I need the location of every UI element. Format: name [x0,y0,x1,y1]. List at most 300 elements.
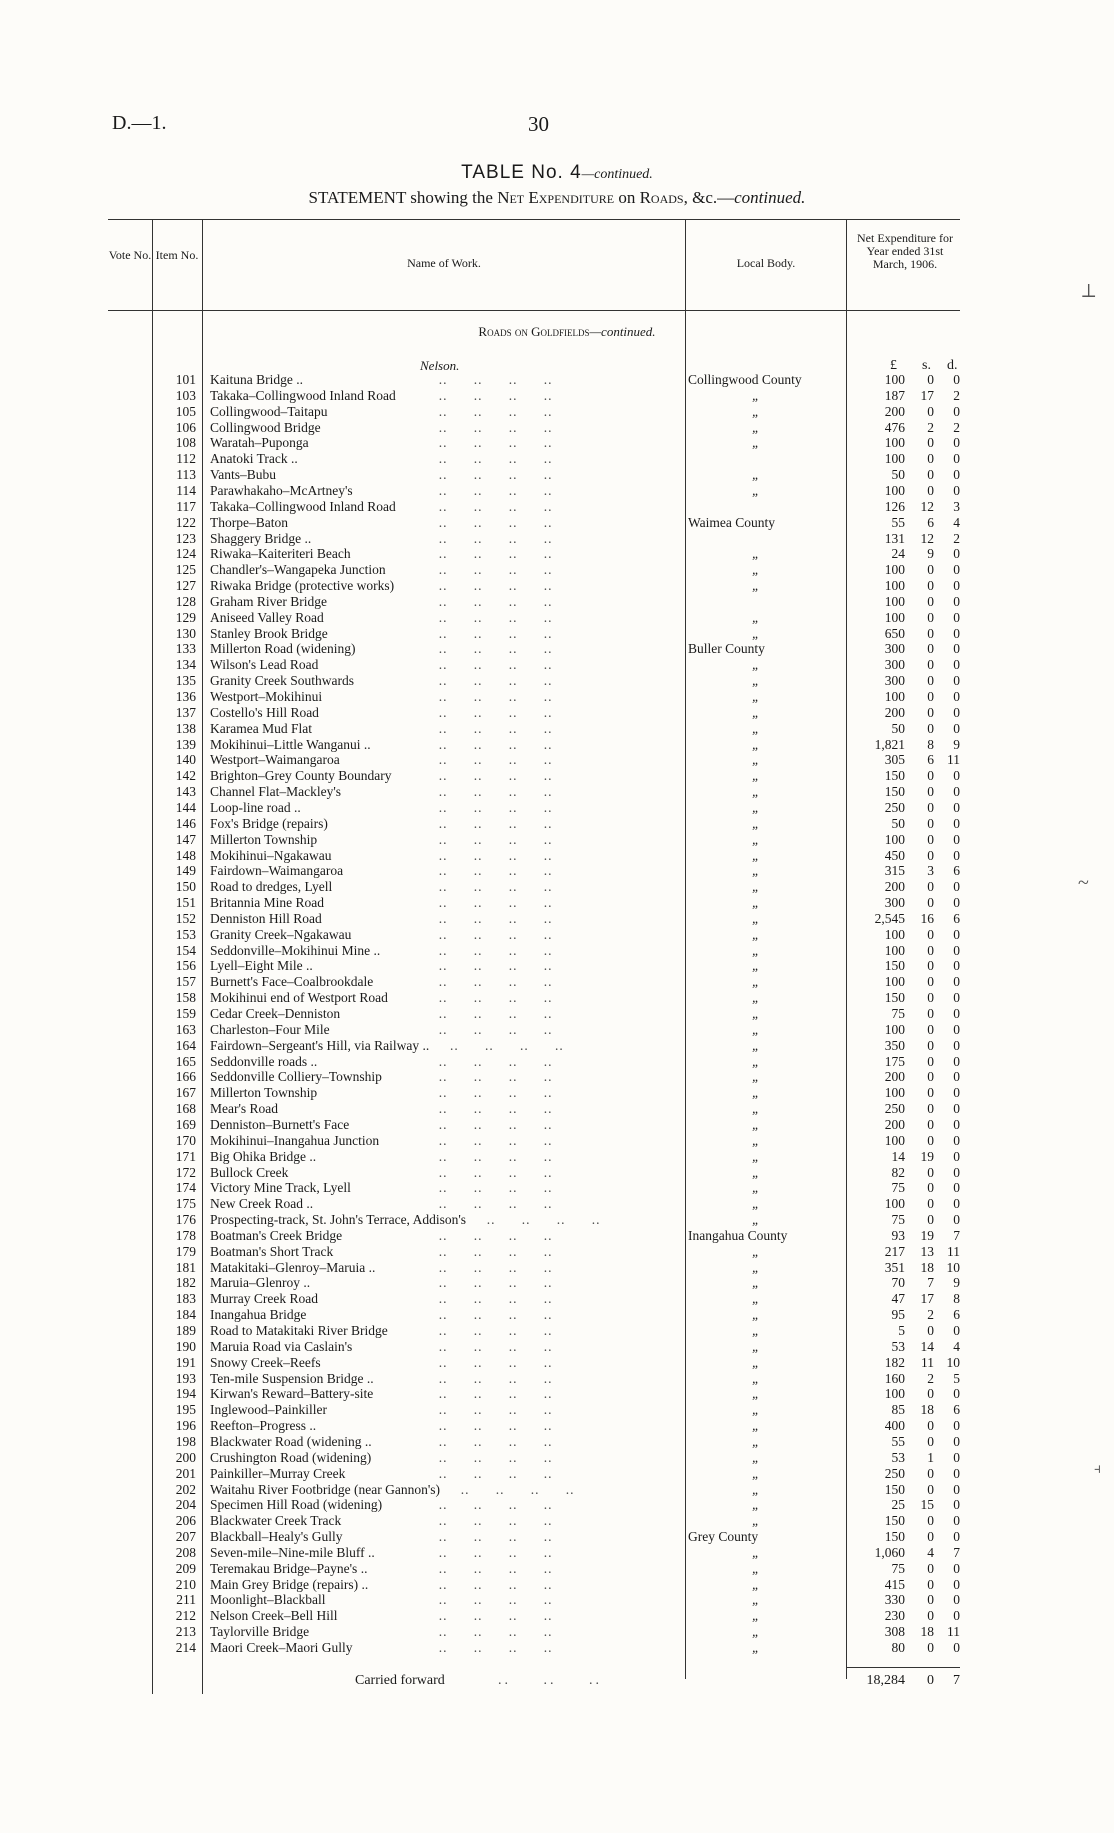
item-number: 166 [175,1069,196,1085]
work-name: Teremakau Bridge–Payne's .. [210,1560,368,1576]
work-name: Mokihinui end of Westport Road [210,990,388,1006]
amount-pence: 0 [953,1560,960,1576]
total-rule [846,1667,960,1668]
item-number: 194 [175,1386,196,1402]
amount-pence: 0 [953,847,960,863]
dot-leader: .. .. .. .. [430,1116,553,1132]
amount-shillings: 6 [927,752,934,768]
local-body: „ [752,974,760,990]
amount-shillings: 8 [927,736,934,752]
item-number: 101 [175,372,196,387]
dot-leader: .. .. .. .. [430,625,553,641]
carried-forward-leader: .. .. .. [498,1673,602,1688]
amount-shillings: 4 [927,1544,934,1560]
work-name: Granity Creek Southwards [210,673,354,689]
item-number: 171 [175,1148,196,1164]
local-body: „ [752,562,760,578]
amount-shillings: 19 [920,1227,934,1243]
table-row [0,467,1114,483]
item-number: 181 [175,1259,196,1275]
item-number: 175 [175,1196,196,1212]
table-row [0,483,1114,499]
work-name: Millerton Township [210,831,318,847]
local-body: „ [752,1354,760,1370]
amount-pence: 7 [953,1544,960,1560]
item-number: 144 [175,799,196,815]
local-body: „ [752,482,760,498]
page-number: 30 [528,112,549,136]
table-row [0,594,1114,610]
table-row [0,943,1114,959]
amount-pence: 0 [953,546,960,562]
dot-leader: .. .. .. .. [430,1433,553,1449]
local-body: „ [752,1608,760,1624]
table-row [0,737,1114,753]
amount-shillings: 2 [927,1370,934,1386]
amount-pounds: 217 [884,1243,905,1259]
amount-shillings: 17 [920,387,934,403]
amount-pence: 0 [953,1212,960,1228]
table-row [0,1577,1114,1593]
item-number: 124 [175,546,196,562]
table-row [0,1402,1114,1418]
work-name: Ten-mile Suspension Bridge .. [210,1370,374,1386]
amount-pounds: 50 [891,720,905,736]
amount-shillings: 0 [927,1006,934,1021]
local-body: „ [752,990,760,1006]
header-item: Item No. [155,248,199,262]
local-body: „ [752,387,760,403]
table-row [0,848,1114,864]
amount-pence: 0 [953,1037,960,1053]
item-number: 114 [176,482,196,498]
amount-pounds: 24 [891,546,905,562]
amount-pence: 0 [953,1116,960,1132]
dot-leader: .. .. .. .. [430,784,553,800]
amount-pence: 2 [953,419,960,435]
amount-pence: 0 [953,1180,960,1196]
amount-pounds: 100 [884,578,905,594]
work-name: Riwaka–Kaiteriteri Beach [210,546,351,562]
amount-pence: 2 [953,387,960,403]
local-body: „ [752,863,760,879]
table-row [0,435,1114,451]
local-body: „ [752,467,760,483]
amount-shillings: 0 [927,1037,934,1053]
local-body: Collingwood County [688,372,802,387]
table-row [0,1022,1114,1038]
local-body: „ [752,1402,760,1418]
amount-shillings: 0 [927,467,934,483]
table-row [0,1592,1114,1608]
item-number: 193 [175,1370,196,1386]
item-number: 172 [175,1164,196,1180]
amount-pounds: 150 [884,784,905,800]
local-body: „ [752,768,760,784]
work-name: Vants–Bubu [210,467,277,483]
table-row [0,1640,1114,1656]
work-name: Karamea Mud Flat [210,720,312,736]
amount-pounds: 1,060 [874,1544,905,1560]
item-number: 163 [175,1021,196,1037]
amount-shillings: 0 [927,1069,934,1085]
table-row [0,1355,1114,1371]
work-name: Britannia Mine Road [210,895,324,911]
table-row [0,911,1114,927]
amount-pounds: 95 [891,1307,905,1323]
amount-pence: 0 [953,1608,960,1624]
statement-heading [0,188,1114,208]
dot-leader: .. .. .. .. [430,657,553,673]
local-body: „ [752,1196,760,1212]
item-number: 112 [176,451,196,467]
amount-pence: 0 [953,1529,960,1545]
work-name: Westport–Mokihinui [210,689,323,704]
amount-pounds: 100 [884,689,905,704]
local-body: „ [752,847,760,863]
statement-roads: Roads [639,188,684,207]
amount-pounds: 200 [884,1116,905,1132]
amount-pounds: 300 [884,657,905,673]
table-row [0,1466,1114,1482]
amount-pounds: 100 [884,1021,905,1037]
amount-pence: 0 [953,435,960,451]
work-name: Crushington Road (widening) [210,1449,372,1465]
local-body: „ [752,1069,760,1085]
amount-shillings: 16 [920,910,934,926]
amount-pounds: 250 [884,799,905,815]
work-name: Graham River Bridge [210,593,327,609]
item-number: 136 [175,689,196,704]
amount-shillings: 2 [927,419,934,435]
work-name: Snowy Creek–Reefs [210,1354,321,1370]
amount-pounds: 308 [884,1624,905,1640]
amount-shillings: 3 [927,863,934,879]
amount-shillings: 0 [927,1640,934,1655]
dot-leader: .. .. .. .. [430,593,553,609]
amount-pounds: 100 [884,1085,905,1101]
dot-leader: .. .. .. .. [430,1497,553,1513]
amount-shillings: 2 [927,1307,934,1323]
table-row [0,1418,1114,1434]
table-row [0,420,1114,436]
table-row [0,800,1114,816]
page-reference: D.—1. [112,112,167,134]
local-body: „ [752,1386,760,1402]
dot-leader: .. .. .. .. [430,1132,553,1148]
amount-pence: 3 [953,498,960,514]
table-row [0,1180,1114,1196]
item-number: 137 [175,704,196,720]
amount-shillings: 0 [927,482,934,498]
local-body: „ [752,1085,760,1101]
dot-leader: .. .. .. .. [430,1418,553,1434]
amount-pence: 0 [953,942,960,958]
amount-shillings: 11 [921,1354,934,1370]
dot-leader: .. .. .. .. [430,498,553,514]
table-row [0,689,1114,705]
dot-leader: .. .. .. .. [430,372,553,387]
work-name: Takaka–Collingwood Inland Road [210,387,396,403]
item-number: 207 [175,1529,196,1545]
dot-leader: .. .. .. .. [430,1196,553,1212]
work-name: Matakitaki–Glenroy–Maruia .. [210,1259,376,1275]
work-name: Specimen Hill Road (widening) [210,1497,383,1513]
local-body: „ [752,673,760,689]
table-row [0,1371,1114,1387]
table-row [0,1482,1114,1498]
amount-pounds: 50 [891,815,905,831]
dot-leader: .. .. .. .. [430,895,553,911]
work-name: Mokihinui–Ngakawau [210,847,332,863]
dot-leader: .. .. .. .. [430,799,553,815]
local-body: „ [752,1624,760,1640]
item-number: 183 [175,1291,196,1307]
table-row [0,1117,1114,1133]
amount-pence: 5 [953,1370,960,1386]
item-number: 153 [175,926,196,942]
item-number: 134 [175,657,196,673]
table-row [0,562,1114,578]
statement-continued: continued. [734,188,806,207]
amount-pence: 6 [953,910,960,926]
table-row [0,1291,1114,1307]
dot-leader: .. .. .. .. [430,1592,553,1608]
amount-pounds: 50 [891,467,905,483]
amount-pence: 0 [953,1386,960,1402]
amount-pounds: 315 [884,863,905,879]
local-body: „ [752,435,760,451]
dot-leader: .. .. .. .. [430,1354,553,1370]
work-name: Millerton Road (widening) [210,641,356,657]
local-body: „ [752,1021,760,1037]
amount-shillings: 14 [920,1338,934,1354]
table-row [0,1038,1114,1054]
margin-mark: ⟂ [1082,280,1096,302]
amount-shillings: 0 [927,926,934,942]
table-row [0,863,1114,879]
item-number: 178 [175,1227,196,1243]
amount-shillings: 0 [927,704,934,720]
dot-leader: .. .. .. .. [430,910,553,926]
dot-leader: .. .. .. .. [430,562,553,578]
item-number: 105 [175,403,196,419]
work-name: Inglewood–Painkiller [210,1402,327,1418]
amount-pounds: 187 [884,387,905,403]
carried-forward-pence: 7 [953,1673,960,1688]
dot-leader: .. .. .. .. [430,1243,553,1259]
table-row [0,1101,1114,1117]
amount-pounds: 126 [884,498,905,514]
local-body: „ [752,942,760,958]
amount-shillings: 7 [927,1275,934,1291]
item-number: 130 [175,625,196,641]
amount-shillings: 0 [927,1386,934,1402]
table-row [0,1196,1114,1212]
item-number: 174 [175,1180,196,1196]
item-number: 179 [175,1243,196,1259]
amount-pence: 0 [953,784,960,800]
section-heading [0,324,1114,340]
amount-shillings: 0 [927,625,934,641]
amount-pence: 10 [946,1259,960,1275]
table-row [0,388,1114,404]
header-name: Name of Work. [407,256,481,270]
item-number: 152 [175,910,196,926]
local-body: „ [752,799,760,815]
item-number: 140 [175,752,196,768]
local-body: „ [752,910,760,926]
amount-pounds: 300 [884,673,905,689]
work-name: Anatoki Track .. [210,451,298,467]
dot-leader: .. .. .. .. [430,1307,553,1323]
work-name: Fox's Bridge (repairs) [210,815,328,831]
work-name: Mear's Road [210,1101,279,1117]
work-name: New Creek Road .. [210,1196,314,1212]
table-row [0,499,1114,515]
table-row [0,1450,1114,1466]
amount-pounds: 200 [884,403,905,419]
amount-pence: 0 [953,815,960,831]
local-body: „ [752,926,760,942]
amount-pence: 11 [947,752,960,768]
amount-pence: 0 [953,1006,960,1021]
item-number: 150 [175,879,196,895]
local-body: Inangahua County [688,1227,788,1243]
item-number: 159 [175,1006,196,1021]
table-row [0,1244,1114,1260]
dot-leader: .. .. .. .. [430,1640,553,1655]
amount-pence: 0 [953,831,960,847]
amount-shillings: 0 [927,958,934,974]
dot-leader: .. .. .. .. [430,1164,553,1180]
local-body: „ [752,1592,760,1608]
local-body: „ [752,879,760,895]
local-body: „ [752,1370,760,1386]
work-name: Seven-mile–Nine-mile Bluff .. [210,1544,375,1560]
work-name: Denniston Hill Road [210,910,322,926]
work-name: Granity Creek–Ngakawau [210,926,352,942]
amount-pounds: 300 [884,641,905,657]
amount-pounds: 100 [884,435,905,451]
amount-shillings: 0 [927,1116,934,1132]
amount-shillings: 0 [927,562,934,578]
work-name: Road to dredges, Lyell [210,879,333,895]
amount-pence: 0 [953,1021,960,1037]
amount-pounds: 100 [884,482,905,498]
item-number: 168 [175,1101,196,1117]
item-number: 167 [175,1085,196,1101]
dot-leader: .. .. .. .. [430,1085,553,1101]
amount-pounds: 250 [884,1101,905,1117]
amount-pounds: 85 [891,1402,905,1418]
work-name: Charleston–Four Mile [210,1021,330,1037]
dot-leader: .. .. .. .. [430,530,553,546]
local-body: „ [752,1275,760,1291]
work-name: Waitahu River Footbridge (near Gannon's) [210,1481,441,1497]
dot-leader: .. .. .. .. [430,1370,553,1386]
amount-shillings: 0 [927,815,934,831]
item-number: 142 [175,768,196,784]
local-body: „ [752,609,760,625]
amount-pounds: 200 [884,704,905,720]
amount-shillings: 0 [927,451,934,467]
section-title: Roads on Goldfields [478,324,590,339]
item-number: 195 [175,1402,196,1418]
work-name: Main Grey Bridge (repairs) .. [210,1576,369,1592]
table-row [0,404,1114,420]
work-name: Blackwater Road (widening .. [210,1433,372,1449]
amount-shillings: 0 [927,435,934,451]
amount-pence: 8 [953,1291,960,1307]
amount-shillings: 0 [927,657,934,673]
item-number: 210 [175,1576,196,1592]
table-row [0,673,1114,689]
dot-leader: .. .. .. .. [430,1449,553,1465]
amount-pounds: 25 [891,1497,905,1513]
amount-pence: 0 [953,1323,960,1338]
item-number: 211 [176,1592,196,1608]
work-name: Seddonville roads .. [210,1053,318,1069]
amount-pence: 0 [953,451,960,467]
dot-leader: .. .. .. .. [430,467,553,483]
table-row [0,1275,1114,1291]
dot-leader: .. .. .. .. [430,815,553,831]
header-vote: Vote No. [108,248,152,262]
item-number: 200 [175,1449,196,1465]
amount-pence: 0 [953,657,960,673]
dot-leader: .. .. .. .. [430,1544,553,1560]
amount-pounds: 250 [884,1465,905,1481]
work-name: Millerton Township [210,1085,318,1101]
work-name: Mokihinui–Little Wanganui .. [210,736,371,752]
local-body: „ [752,1006,760,1021]
amount-pounds: 400 [884,1418,905,1434]
dot-leader: .. .. .. .. [452,1481,575,1497]
local-body: „ [752,689,760,704]
statement-net-expenditure: Net Expenditure [497,188,615,207]
dot-leader: .. .. .. .. [430,1338,553,1354]
amount-pounds: 175 [884,1053,905,1069]
amount-pence: 0 [953,372,960,387]
table-row [0,1323,1114,1339]
item-number: 139 [175,736,196,752]
item-number: 106 [175,419,196,435]
amount-pounds: 150 [884,990,905,1006]
amount-shillings: 0 [927,1465,934,1481]
item-number: 202 [175,1481,196,1497]
work-name: Maruia–Glenroy .. [210,1275,311,1291]
dot-leader: .. .. .. .. [430,1465,553,1481]
table-row [0,531,1114,547]
item-number: 157 [175,974,196,990]
dot-leader: .. .. .. .. [430,1259,553,1275]
dot-leader: .. .. .. .. [430,990,553,1006]
table-row [0,705,1114,721]
amount-pence: 6 [953,1402,960,1418]
local-body: „ [752,1291,760,1307]
unit-shillings: s. [922,358,931,373]
amount-shillings: 18 [920,1402,934,1418]
amount-pounds: 47 [891,1291,905,1307]
item-number: 191 [175,1354,196,1370]
table-row [0,546,1114,562]
amount-pounds: 2,545 [874,910,905,926]
local-body: „ [752,1513,760,1529]
amount-shillings: 0 [927,1085,934,1101]
amount-pounds: 350 [884,1037,905,1053]
amount-shillings: 0 [927,942,934,958]
